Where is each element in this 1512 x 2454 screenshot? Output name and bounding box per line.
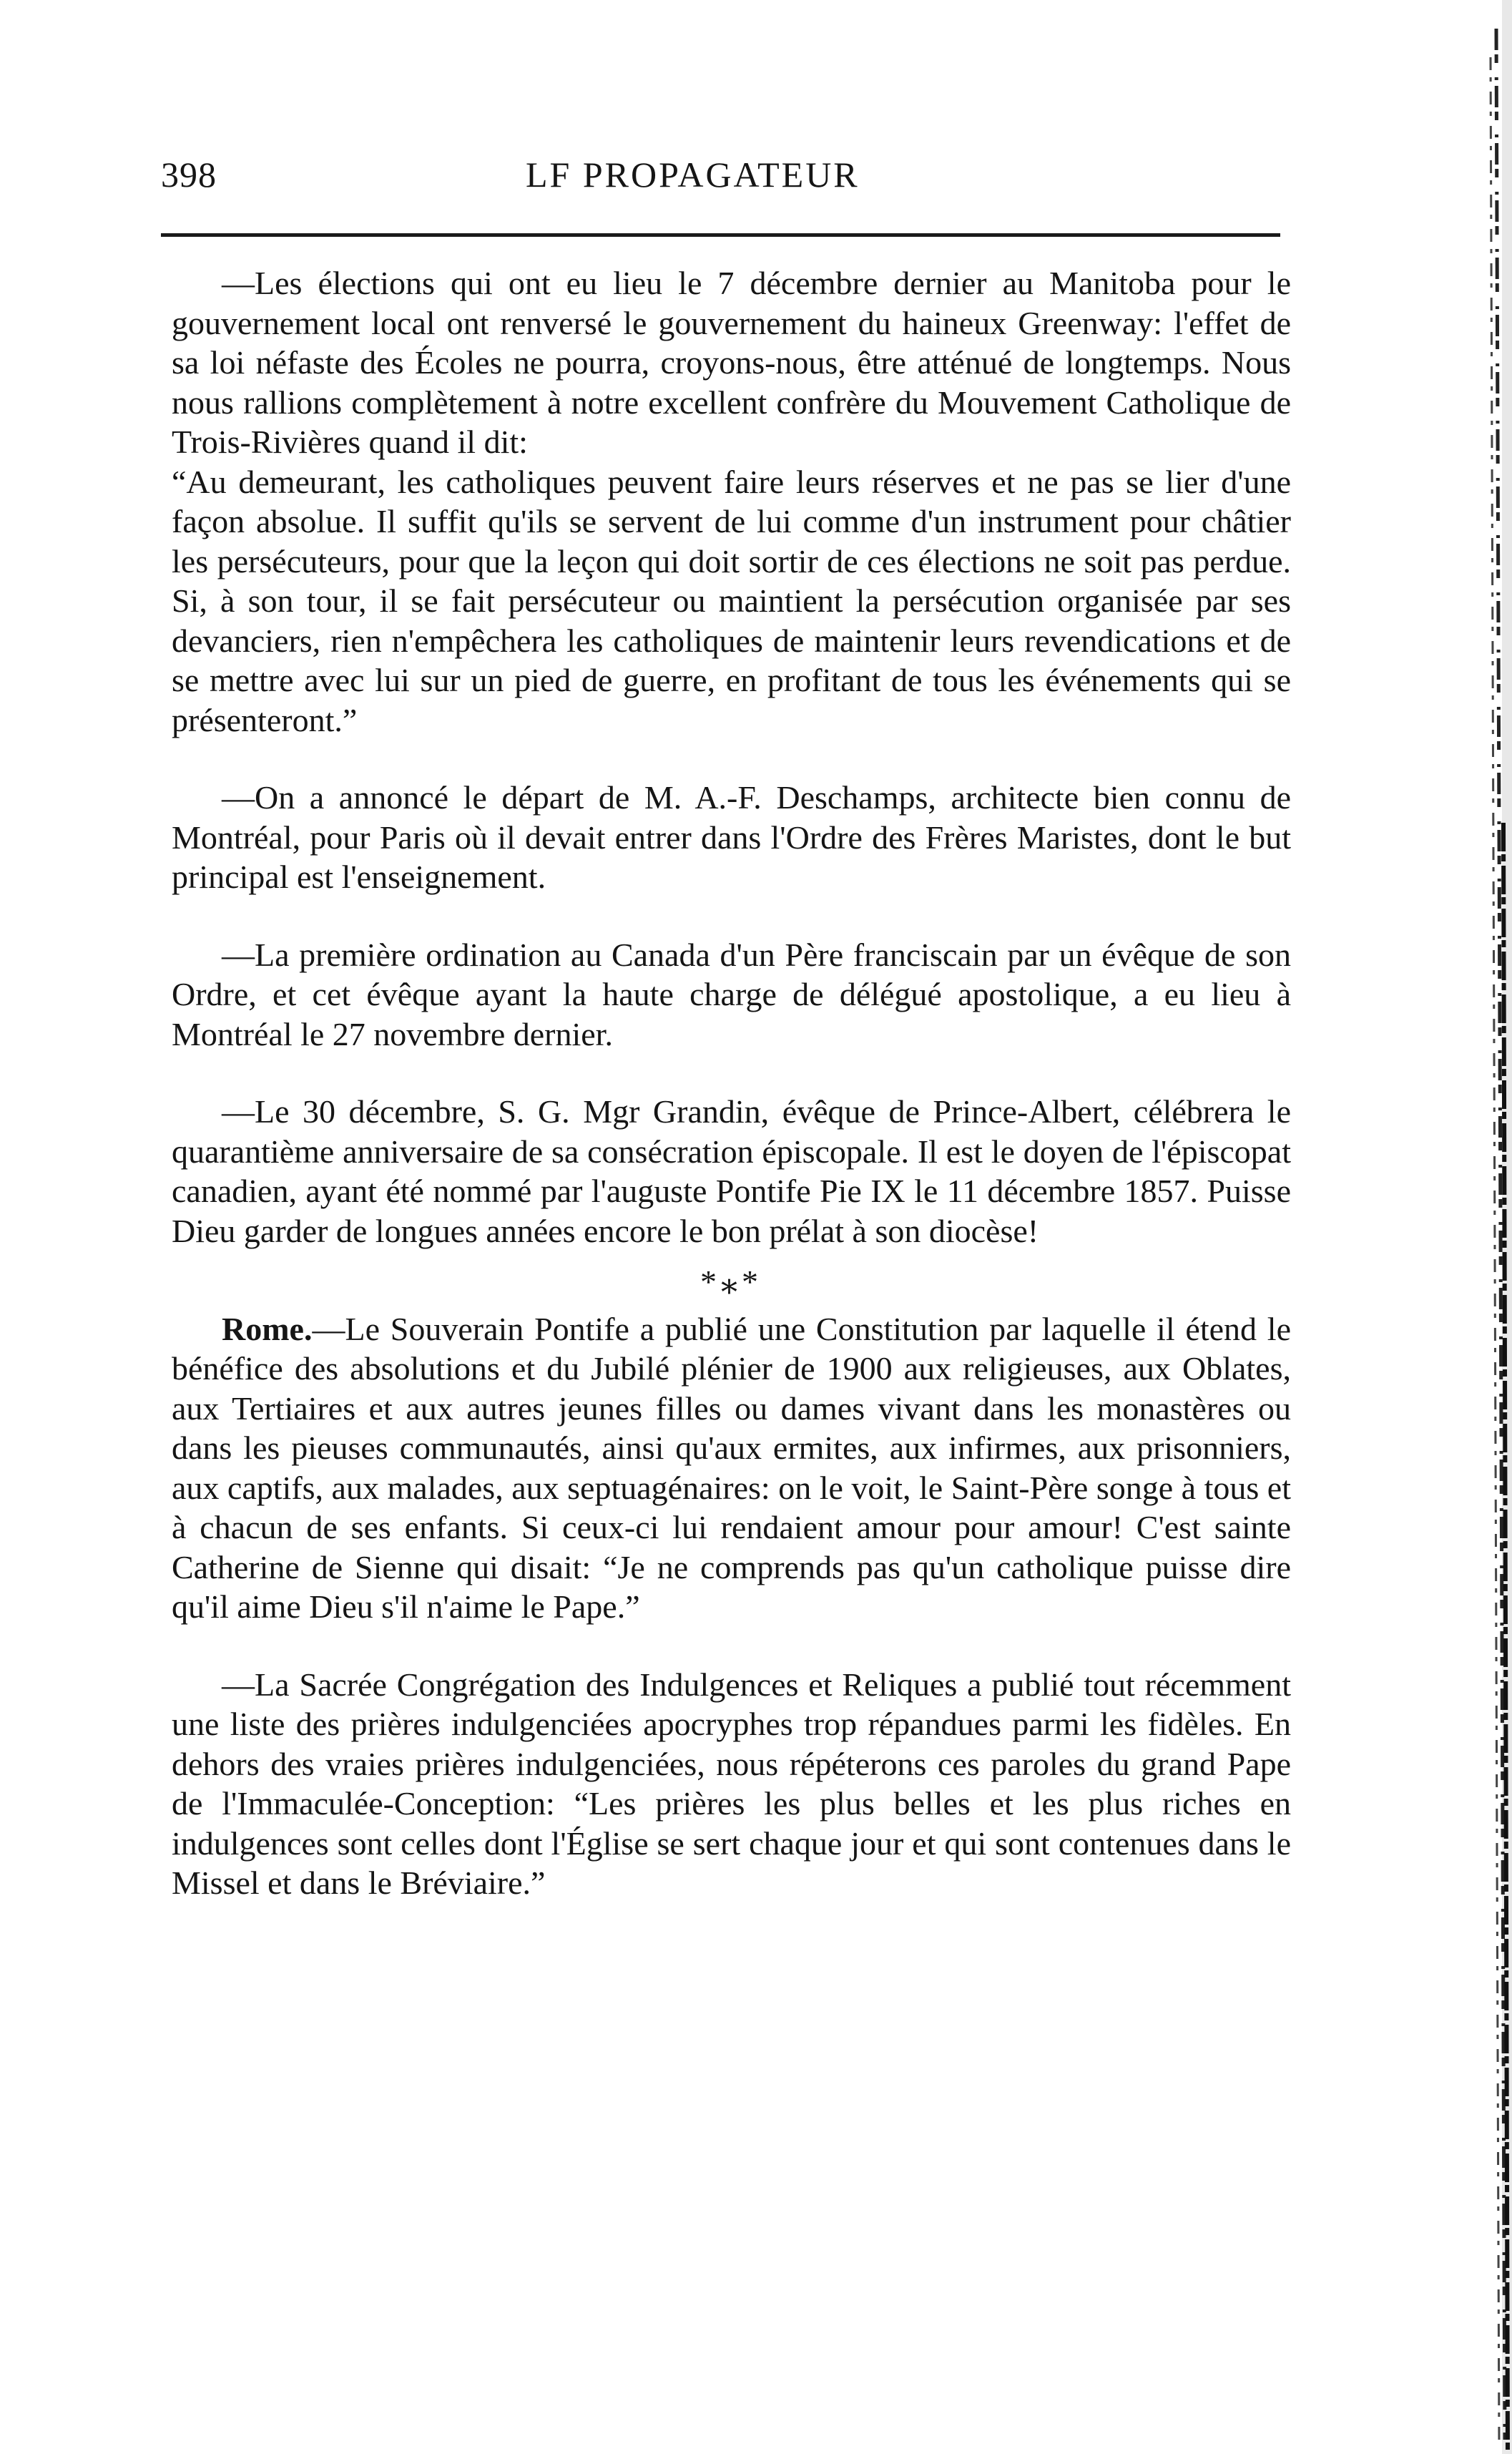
paragraph-deschamps: —On a annoncé le départ de M. A.-F. Deschamps, architecte bien connu de Montréal, pour Paris où il devait entrer dans l'Ordre des Frères Maristes, dont le but principal est l'enseignement. [172, 779, 1291, 895]
paragraph-rome [172, 1309, 1291, 1627]
paragraph-franciscan-ordination: —La première ordination au Canada d'un Père franciscain par un évêque de son Ordre, et cet évêque ayant la haute charge de délégué apostolique, a eu lieu à Montréal le 27 novembre dernier. [172, 936, 1291, 1052]
page-header [161, 154, 1298, 204]
page-number: 398 [161, 155, 217, 195]
running-title: LF PROPAGATEUR [526, 155, 860, 195]
paragraph-indulgences: —La Sacrée Congrégation des Indulgences et Reliques a publié tout récemment une liste des prières indulgenciées apocryphes trop répandues parmi les fidèles. En dehors des vraies prières indulgenciées, nous répéterons ces paroles du grand Pape de l'Immaculée-Conception: “Les prières les plus belles et les plus riches en indulgences sont celles dont l'Église se sert chaque jour et qui sont contenues dans le Missel et dans le Bréviaire.” [172, 1666, 1291, 1901]
quotation-mouvement-catholique: “Au demeurant, les catholiques peuvent faire leurs réserves et ne pas se lier d'une façon absolue. Il suffit qu'ils se servent de lui comme d'un instrument pour châtier les persécuteurs, pour que la leçon qui doit sortir de ces élections ne soit pas perdue. Si, à son tour, il se fait persécuteur ou maintient la persécution organisée par ses devanciers, rien n'empêchera les catholiques de maintenir leurs revendications et de se mettre avec lui sur un pied de guerre, en profitant de tous les événements qui se présenteront.” [172, 463, 1291, 738]
header-rule [161, 233, 1280, 237]
paragraph-manitoba-elections: —Les élections qui ont eu lieu le 7 décembre dernier au Manitoba pour le gouvernement local ont renversé le gouvernement du haineux Greenway: l'effet de sa loi néfaste des Écoles ne pourra, croyons-nous, être atténué de longtemps. Nous nous rallions complètement à notre excellent confrère du Mouvement Catholique de Trois-Rivières quand il dit: [172, 265, 1291, 460]
section-separator: *⁎* [700, 1263, 762, 1300]
body-text [172, 263, 1291, 1903]
rome-label: Rome. [222, 1310, 313, 1347]
paragraph-mgr-grandin: —Le 30 décembre, S. G. Mgr Grandin, évêque de Prince-Albert, célébrera le quarantième anniversaire de sa consécration épiscopale. Il est le doyen de l'épiscopat canadien, ayant été nommé par l'auguste Pontife Pie IX le 11 décembre 1857. Puisse Dieu garder de longues années encore le bon prélat à son diocèse! [172, 1093, 1291, 1249]
rome-text: —Le Souverain Pontife a publié une Constitution par laquelle il étend le bénéfice des absolutions et du Jubilé plénier de 1900 aux religieuses, aux Oblates, aux Tertiaires et aux autres jeunes filles ou dames vivant dans les monastères ou dans les pieuses communautés, ainsi qu'aux ermites, aux infirmes, aux prisonniers, aux captifs, aux malades, aux septuagénaires: on le voit, le Saint-Père songe à tous et à chacun de ses enfants. Si ceux-ci lui rendaient amour pour amour! C'est sainte Catherine de Sienne qui disait: “Je ne comprends pas qu'un catholique puisse dire qu'il aime Dieu s'il n'aime le Pape.” [172, 1310, 1291, 1625]
page-edge-shadow [1433, 0, 1512, 2454]
